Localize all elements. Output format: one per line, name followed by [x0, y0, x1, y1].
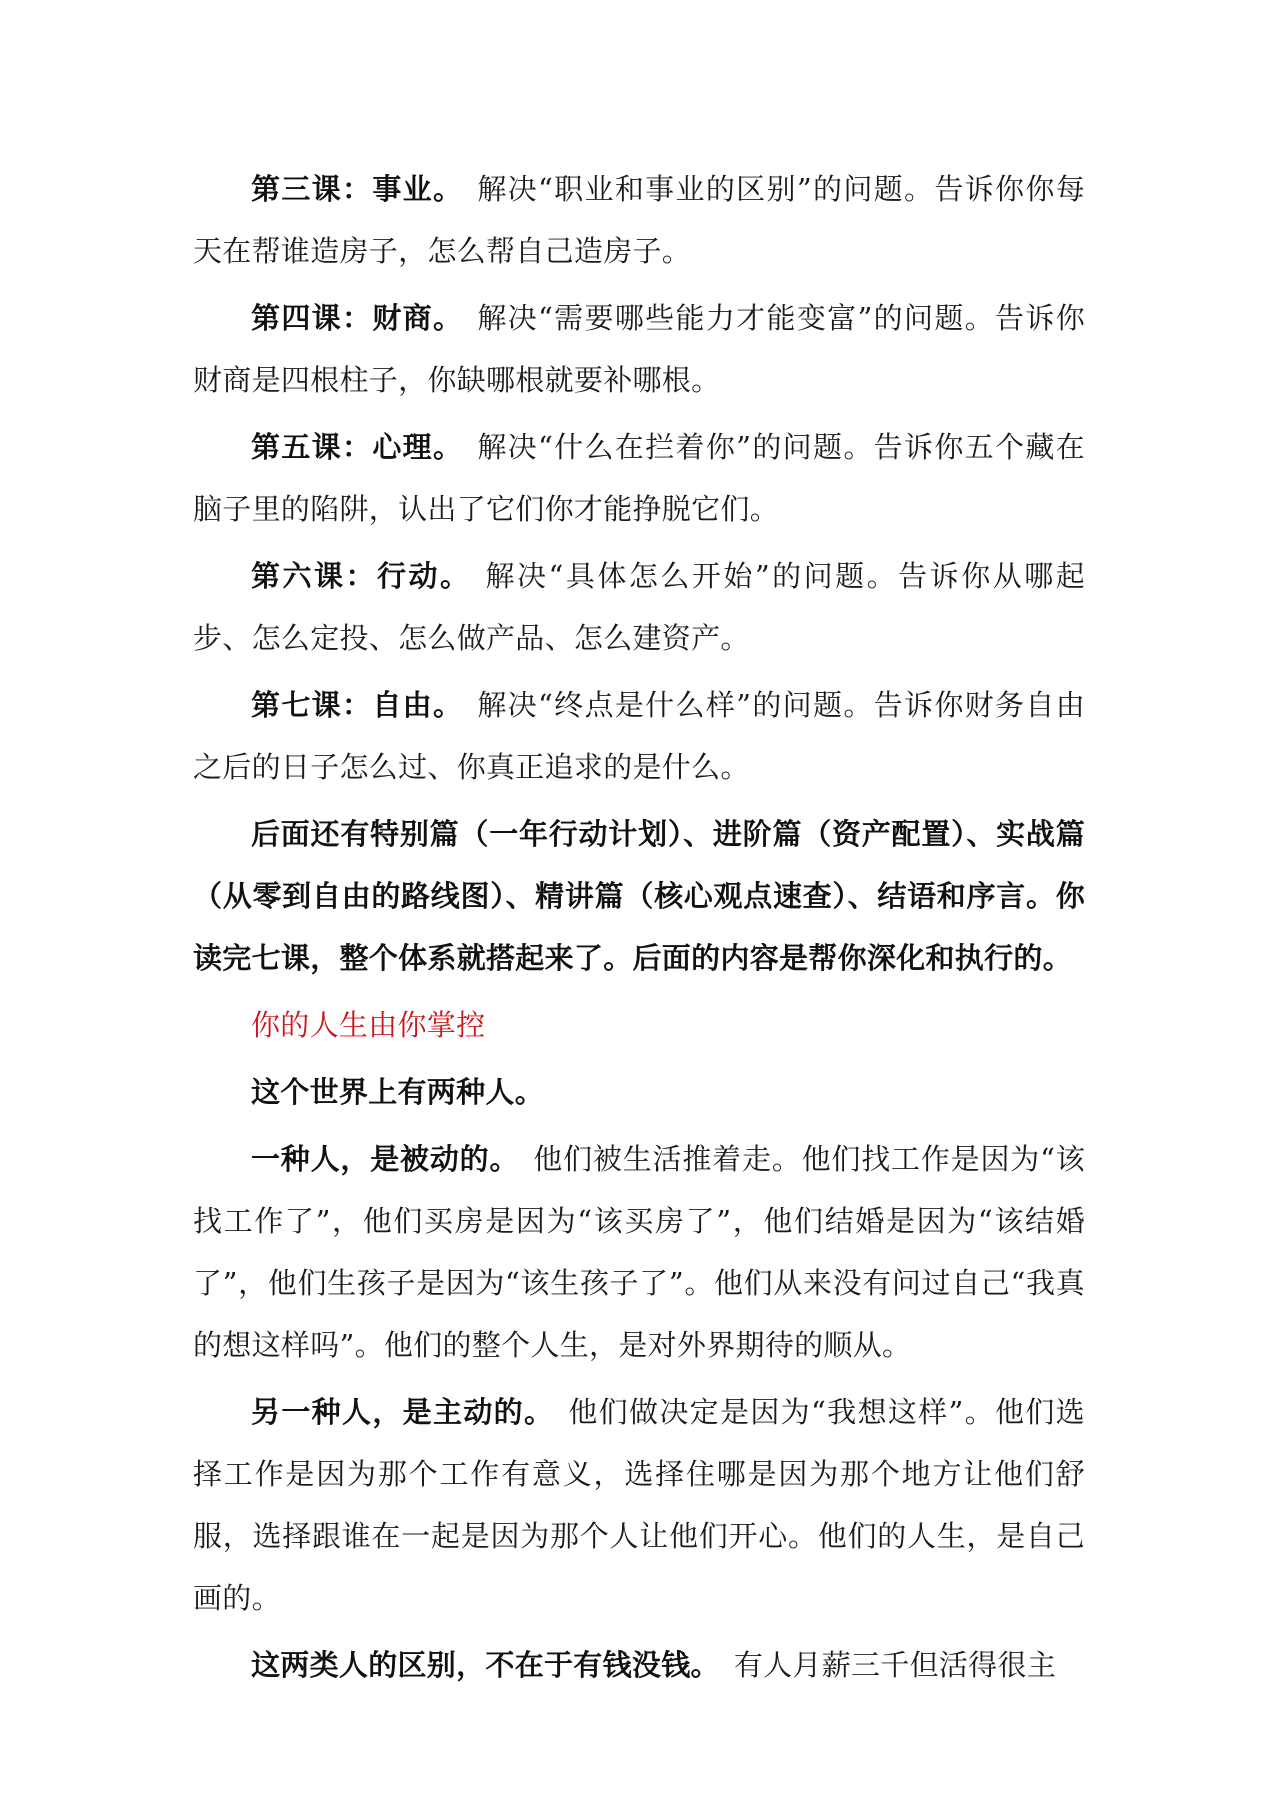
difference-body: 有人月薪三千但活得很主: [733, 1648, 1057, 1682]
lesson-paragraph-5: [193, 416, 1085, 540]
lesson-title: 第七课：自由。: [251, 688, 464, 722]
lesson-description: 解决“什么在拦着你”的问题。告诉你五个藏在脑子里的陷阱，认出了它们你才能挣脱它们。: [193, 430, 1085, 526]
difference-lead: 这两类人的区别，不在于有钱没钱。: [251, 1648, 720, 1682]
passive-lead: 一种人，是被动的。: [251, 1142, 520, 1176]
lesson-description: 解决“需要哪些能力才能变富”的问题。告诉你财商是四根柱子，你缺哪根就要补哪根。: [193, 301, 1085, 397]
active-body: 他们做决定是因为“我想这样”。他们选择工作是因为那个工作有意义，选择住哪是因为那个地方让他们舒服，选择跟谁在一起是因为那个人让他们开心。他们的人生，是自己画的。: [193, 1395, 1085, 1615]
section-intro: 这个世界上有两种人。: [251, 1075, 545, 1109]
lesson-title: 第四课：财商。: [251, 301, 464, 335]
summary-paragraph: 后面还有特别篇（一年行动计划）、进阶篇（资产配置）、实战篇（从零到自由的路线图）、精讲篇（核心观点速查）、结语和序言。你读完七课，整个体系就搭起来了。后面的内容是帮你深化和执行的。: [193, 817, 1085, 975]
active-lead: 另一种人，是主动的。: [251, 1395, 555, 1429]
difference-paragraph: [193, 1634, 1085, 1696]
lesson-paragraph-4: [193, 287, 1085, 411]
document-body: [193, 158, 1085, 1701]
lesson-paragraph-3: [193, 158, 1085, 282]
lesson-description: 解决“职业和事业的区别”的问题。告诉你你每天在帮谁造房子，怎么帮自己造房子。: [193, 172, 1085, 268]
lesson-paragraph-6: [193, 545, 1085, 669]
section-heading: 你的人生由你掌控: [251, 1008, 486, 1042]
lesson-title: 第五课：心理。: [251, 430, 464, 464]
lesson-title: 第三课：事业。: [251, 172, 464, 206]
lesson-description: 解决“具体怎么开始”的问题。告诉你从哪起步、怎么定投、怎么做产品、怎么建资产。: [193, 559, 1085, 655]
lesson-title: 第六课：行动。: [251, 559, 472, 593]
active-paragraph: [193, 1381, 1085, 1629]
lesson-paragraph-7: [193, 674, 1085, 798]
passive-body: 他们被生活推着走。他们找工作是因为“该找工作了”，他们买房是因为“该买房了”，他们结婚是因为“该结婚了”，他们生孩子是因为“该生孩子了”。他们从来没有问过自己“我真的想这样吗”。他们的整个人生，是对外界期待的顺从。: [193, 1142, 1086, 1362]
lesson-description: 解决“终点是什么样”的问题。告诉你财务自由之后的日子怎么过、你真正追求的是什么。: [193, 688, 1085, 784]
passive-paragraph: [193, 1128, 1085, 1376]
